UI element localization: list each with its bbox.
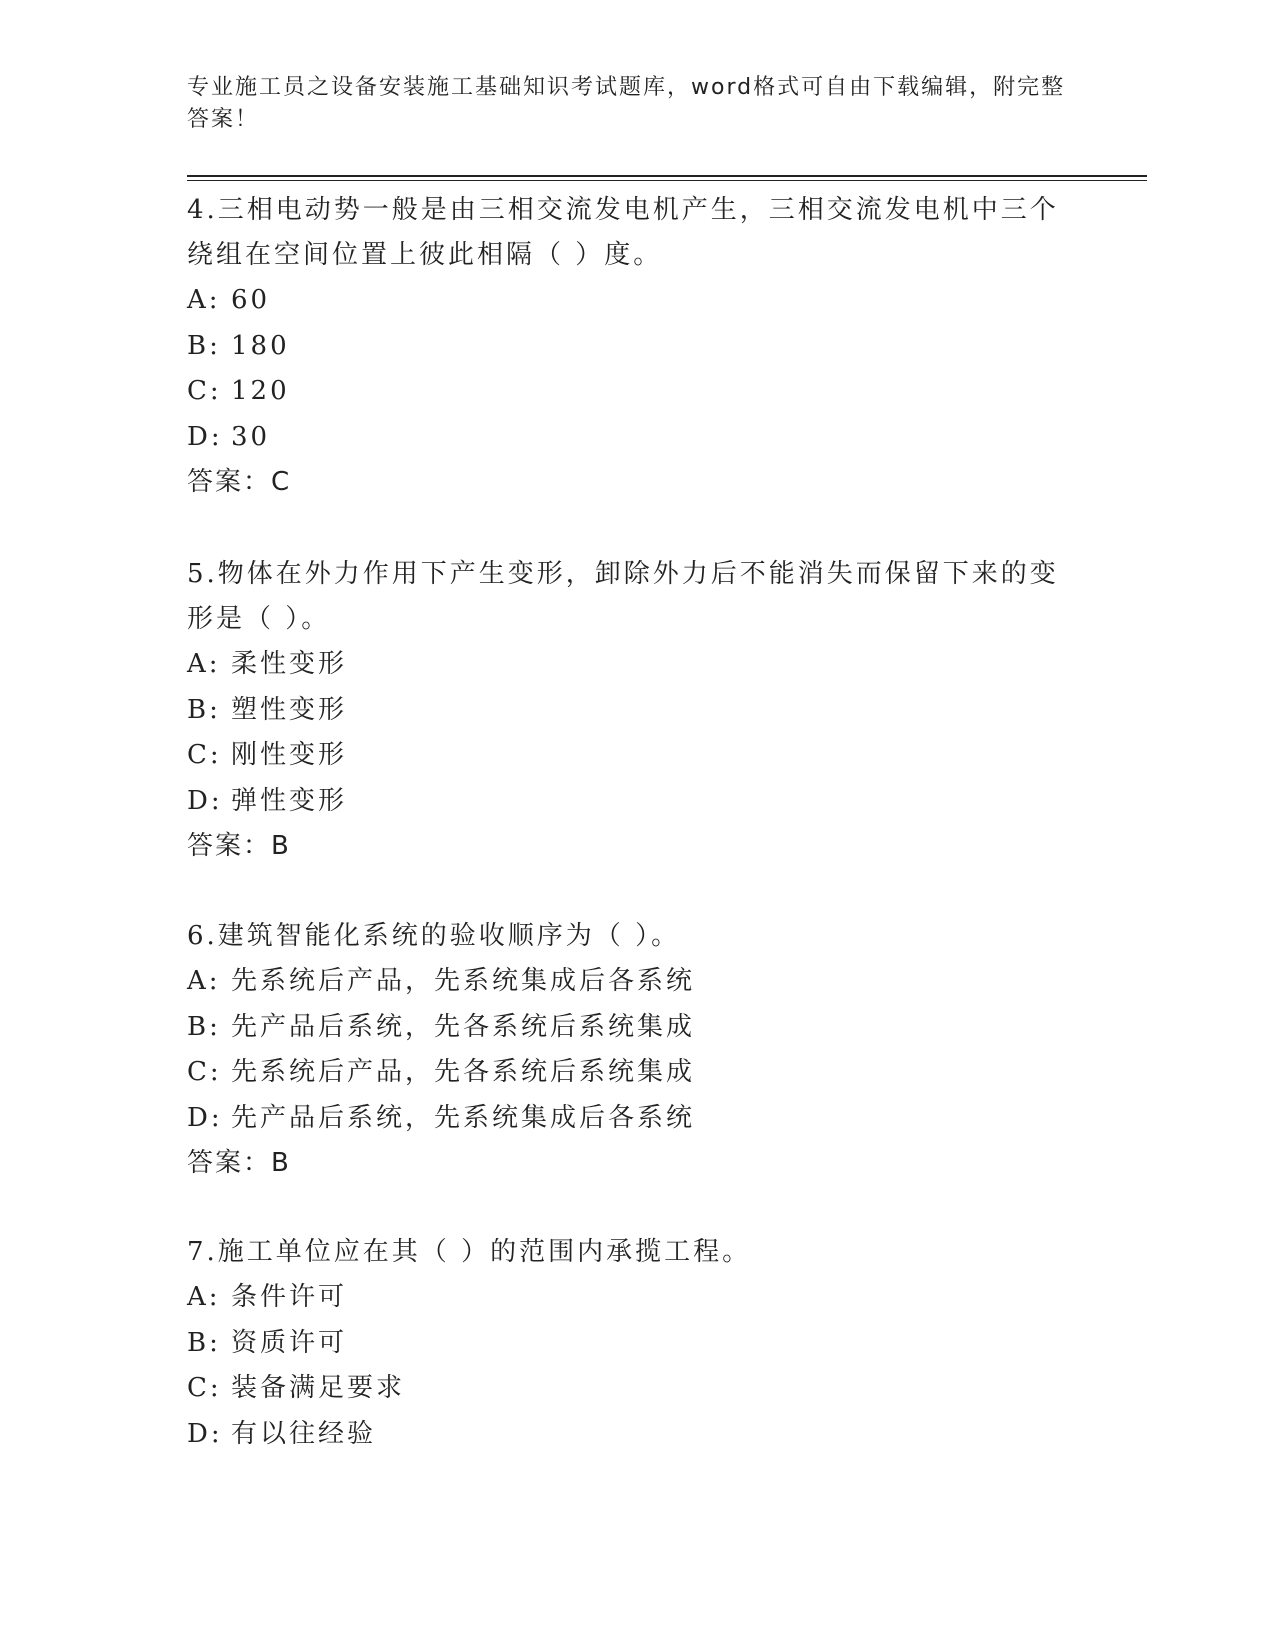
option-key: A:	[187, 1282, 221, 1312]
option-text: 120	[231, 376, 290, 406]
option-b	[187, 688, 1067, 734]
option-b	[187, 1005, 1067, 1051]
option-text: 先产品后系统，先各系统后系统集成	[231, 1011, 696, 1042]
option-c	[187, 369, 1067, 415]
option-a	[187, 1275, 1067, 1321]
document-header: 专业施工员之设备安装施工基础知识考试题库，word格式可自由下载编辑，附完整答案！	[187, 75, 1066, 132]
header-divider-thick	[187, 175, 1147, 177]
option-c	[187, 1366, 1067, 1412]
option-key: D:	[187, 785, 223, 816]
option-d	[187, 1096, 1067, 1142]
option-text: 弹性变形	[231, 785, 348, 816]
option-key: A:	[187, 285, 221, 315]
question-stem: 7.施工单位应在其（ ）的范围内承揽工程。	[187, 1237, 752, 1267]
question-5	[187, 552, 1067, 869]
option-key: C:	[187, 376, 222, 406]
option-text: 资质许可	[231, 1327, 348, 1358]
option-key: D:	[187, 421, 223, 452]
option-d	[187, 779, 1067, 825]
option-c	[187, 733, 1067, 779]
option-b	[187, 1321, 1067, 1367]
option-text: 塑性变形	[231, 694, 348, 725]
question-stem: 5.物体在外力作用下产生变形，卸除外力后不能消失而保留下来的变形是（ ）。	[187, 559, 1059, 634]
question-6	[187, 914, 1067, 1186]
option-text: 条件许可	[231, 1282, 348, 1312]
option-text: 60	[231, 285, 271, 315]
answer-line: 答案：B	[187, 1148, 291, 1178]
option-key: B:	[187, 694, 221, 725]
option-key: A:	[187, 649, 221, 679]
option-text: 刚性变形	[231, 740, 348, 770]
answer-line: 答案：C	[187, 467, 292, 497]
option-a	[187, 278, 1067, 324]
option-a	[187, 959, 1067, 1005]
option-b	[187, 324, 1067, 370]
option-a	[187, 642, 1067, 688]
option-d	[187, 415, 1067, 461]
option-key: A:	[187, 966, 221, 996]
answer-line: 答案：B	[187, 831, 291, 861]
option-key: B:	[187, 330, 221, 361]
option-key: B:	[187, 1327, 221, 1358]
option-text: 有以往经验	[231, 1418, 377, 1449]
option-key: B:	[187, 1011, 221, 1042]
option-text: 柔性变形	[231, 649, 348, 679]
option-text: 先系统后产品，先各系统后系统集成	[231, 1057, 696, 1087]
question-stem: 4.三相电动势一般是由三相交流发电机产生，三相交流发电机中三个绕组在空间位置上彼此相隔（ ）度。	[187, 195, 1059, 270]
question-7	[187, 1230, 1067, 1457]
question-stem: 6.建筑智能化系统的验收顺序为（ ）。	[187, 921, 681, 951]
option-key: D:	[187, 1102, 223, 1133]
option-text: 先系统后产品，先系统集成后各系统	[231, 966, 696, 996]
option-d	[187, 1412, 1067, 1458]
option-key: C:	[187, 1057, 222, 1087]
option-key: C:	[187, 1373, 222, 1403]
option-key: D:	[187, 1418, 223, 1449]
question-4	[187, 188, 1067, 505]
option-key: C:	[187, 740, 222, 770]
option-text: 180	[231, 330, 290, 361]
option-text: 30	[231, 421, 271, 452]
option-text: 装备满足要求	[231, 1373, 406, 1403]
header-divider-thin	[187, 180, 1147, 181]
option-c	[187, 1050, 1067, 1096]
option-text: 先产品后系统，先系统集成后各系统	[231, 1102, 696, 1133]
